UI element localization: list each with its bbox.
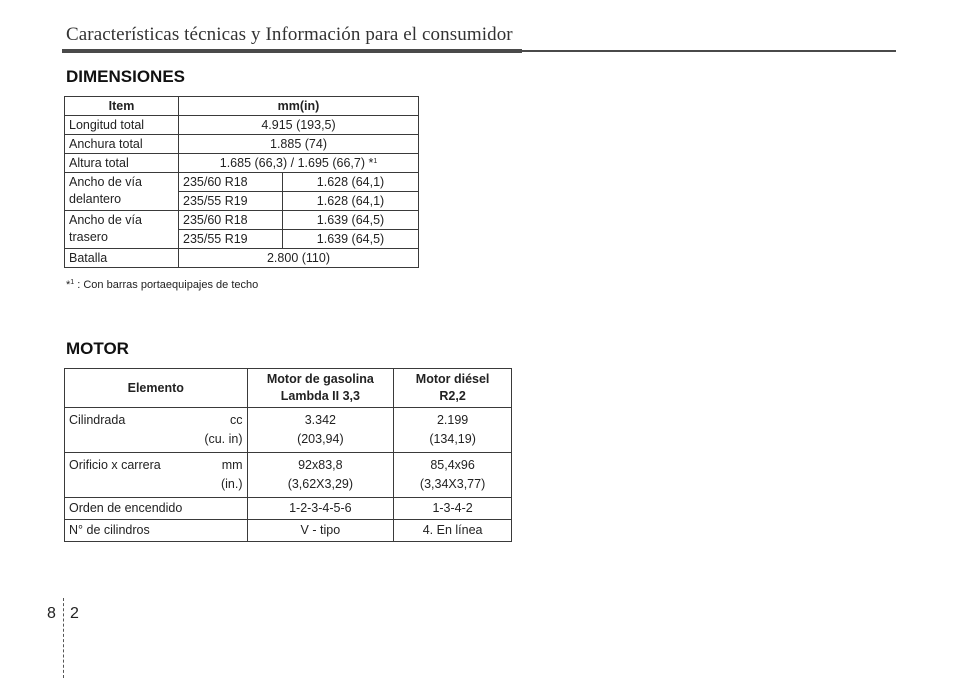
displacement-unit-cuin: (cu. in) (204, 432, 243, 446)
firing-order-gasoline: 1-2-3-4-5-6 (247, 498, 394, 520)
displacement-diesel-l1: 2.199 (436, 413, 469, 427)
bore-stroke-diesel (394, 453, 512, 498)
dimensions-footnote (66, 279, 258, 291)
height-value-text: 1.685 (66,3) / 1.695 (66,7) * (219, 156, 374, 170)
table-row (65, 408, 512, 453)
row-label-width: Anchura total (65, 135, 179, 154)
column-header-element: Elemento (65, 369, 248, 408)
page-section-number: 8 (47, 605, 56, 622)
displacement-gasoline-l2: (203,94) (297, 432, 344, 446)
height-footnote-ref: 1 (373, 158, 378, 165)
diesel-header-line2: R2,2 (439, 389, 466, 403)
displacement-gasoline-l1: 3.342 (304, 413, 336, 427)
row-value-front-1: 1.628 (64,1) (283, 173, 419, 192)
table-header-row (65, 97, 419, 116)
row-value-wheelbase: 2.800 (110) (179, 249, 419, 268)
table-header-row (65, 369, 512, 408)
row-label-rear-track: Ancho de vía trasero (65, 211, 179, 249)
displacement-gasoline (247, 408, 394, 453)
table-row (65, 173, 419, 192)
row-label-firing-order: Orden de encendido (65, 498, 248, 520)
page-header-title: Características técnicas y Información para el consumidor (66, 24, 513, 45)
row-label-displacement (65, 408, 248, 453)
row-value-height (179, 154, 419, 173)
bore-stroke-gasoline-l2: (3,62X3,29) (287, 477, 354, 491)
dimensions-heading: DIMENSIONES (66, 67, 186, 86)
row-label-height: Altura total (65, 154, 179, 173)
bore-stroke-gasoline-l1: 92x83,8 (298, 458, 343, 472)
table-row (65, 453, 512, 498)
dimensions-table (64, 96, 419, 268)
cylinders-diesel: 4. En línea (394, 520, 512, 542)
row-value-front-2: 1.628 (64,1) (283, 192, 419, 211)
row-label-wheelbase: Batalla (65, 249, 179, 268)
header-rule-thin (522, 50, 896, 52)
displacement-unit-cc: cc (230, 413, 243, 427)
row-value-rear-2: 1.639 (64,5) (283, 230, 419, 249)
table-row (65, 249, 419, 268)
table-row (65, 520, 512, 542)
header-rule-thick (62, 49, 522, 53)
table-row (65, 211, 419, 230)
gasoline-header-line2: Lambda II 3,3 (280, 389, 360, 403)
footnote-mark: * (66, 279, 71, 291)
row-label-bore-stroke (65, 453, 248, 498)
row-label-cylinders: N° de cilindros (65, 520, 248, 542)
bore-stroke-diesel-l1: 85,4x96 (430, 458, 475, 472)
row-value-length: 4.915 (193,5) (179, 116, 419, 135)
motor-table (64, 368, 512, 542)
bore-stroke-unit-mm: mm (221, 458, 243, 472)
table-row (65, 116, 419, 135)
table-row (65, 154, 419, 173)
displacement-label: Cilindrada (69, 413, 126, 427)
bore-stroke-label: Orificio x carrera (69, 458, 161, 472)
bore-stroke-diesel-l2: (3,34X3,77) (419, 477, 486, 491)
displacement-diesel-l2: (134,19) (429, 432, 476, 446)
column-header-diesel (394, 369, 512, 408)
table-row (65, 135, 419, 154)
row-tyre-front-2: 235/55 R19 (179, 192, 283, 211)
row-label-length: Longitud total (65, 116, 179, 135)
row-tyre-rear-1: 235/60 R18 (179, 211, 283, 230)
motor-heading: MOTOR (66, 339, 129, 358)
column-header-gasoline (247, 369, 394, 408)
table-row (65, 498, 512, 520)
displacement-diesel (394, 408, 512, 453)
footnote-sup: 1 (70, 279, 75, 286)
firing-order-diesel: 1-3-4-2 (394, 498, 512, 520)
diesel-header-line1: Motor diésel (415, 372, 490, 386)
row-tyre-front-1: 235/60 R18 (179, 173, 283, 192)
header-rule (62, 49, 896, 53)
gasoline-header-line1: Motor de gasolina (266, 372, 374, 386)
row-tyre-rear-2: 235/55 R19 (179, 230, 283, 249)
column-header-mm: mm(in) (179, 97, 419, 116)
bore-stroke-unit-in: (in.) (220, 477, 243, 491)
footnote-text: : Con barras portaequipajes de techo (74, 279, 259, 291)
page-number: 2 (70, 605, 79, 622)
row-value-width: 1.885 (74) (179, 135, 419, 154)
bore-stroke-gasoline (247, 453, 394, 498)
cylinders-gasoline: V - tipo (247, 520, 394, 542)
row-value-rear-1: 1.639 (64,5) (283, 211, 419, 230)
row-label-front-track: Ancho de vía delantero (65, 173, 179, 211)
column-header-item: Item (65, 97, 179, 116)
page-number-separator (63, 598, 64, 678)
